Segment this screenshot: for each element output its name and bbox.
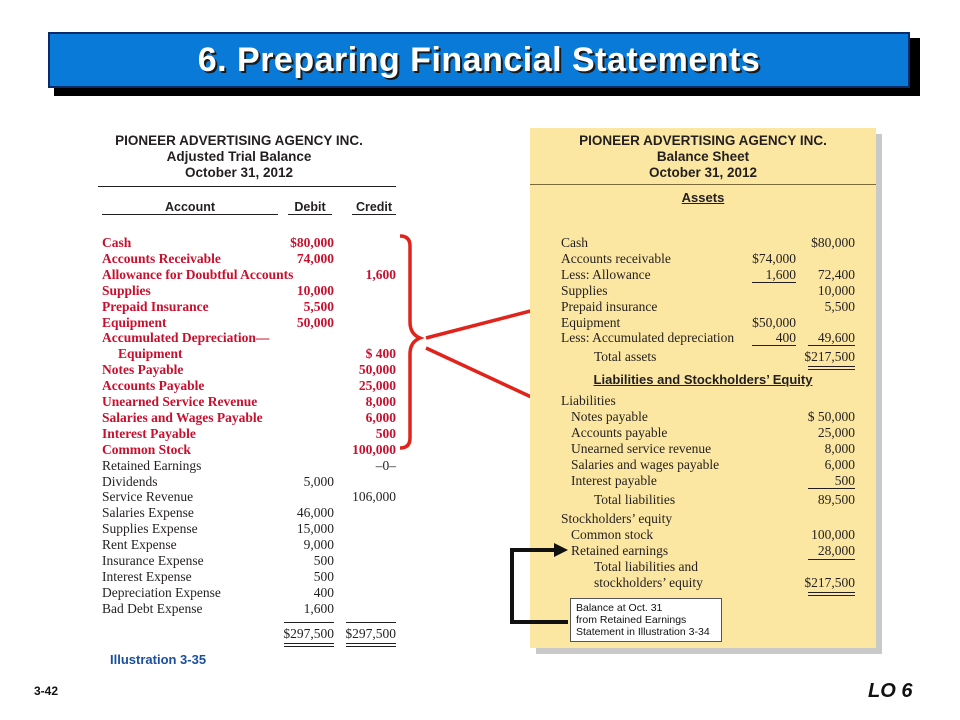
asset-row-label: Less: Allowance (561, 266, 651, 282)
asset-row (0, 283, 900, 299)
equity-row-label: Common stock (571, 527, 654, 542)
liability-row-amount: 500 (834, 472, 855, 488)
liabilities-label-row (0, 393, 900, 409)
liability-row-amount: 6,000 (824, 456, 855, 472)
total-le-double-rule (808, 592, 855, 596)
tb-credit: 106,000 (352, 489, 396, 505)
tb-credit: 100,000 (352, 441, 396, 457)
total-le-row-2 (0, 575, 900, 591)
tb-company: PIONEER ADVERTISING AGENCY INC. (115, 133, 363, 148)
tb-credit: 500 (375, 425, 396, 441)
arrowhead-retained-icon (554, 543, 568, 557)
tb-date: October 31, 2012 (184, 165, 294, 180)
tb-row (0, 378, 400, 394)
total-le-row-1-label: Total liabilities and (594, 559, 699, 574)
tb-credit: 25,000 (358, 378, 396, 394)
tb-account: Depreciation Expense (102, 584, 221, 600)
total-assets-row-label: Total assets (594, 349, 657, 364)
asset-row-amount: 10,000 (817, 282, 855, 298)
asset-row (0, 299, 900, 315)
liability-row-label: Salaries and wages payable (571, 456, 720, 472)
retained-earnings-arrow (500, 538, 570, 626)
tb-debit: 15,000 (296, 521, 334, 537)
tb-total-debit: $297,500 (283, 626, 334, 641)
liability-row (0, 409, 900, 425)
retained-earnings-note (570, 598, 722, 642)
liability-row (0, 425, 900, 441)
illustration-caption: Illustration 3-35 (110, 652, 207, 667)
tb-debit: 500 (313, 568, 334, 584)
equity-row-amount: 100,000 (811, 527, 855, 542)
total-le-row-2-amount: $217,500 (804, 575, 855, 590)
tb-debit: 500 (313, 553, 334, 568)
tb-credit: 6,000 (365, 409, 396, 425)
asset-row-amount: $80,000 (811, 235, 855, 250)
tb-debit: 5,500 (303, 298, 334, 314)
liability-row-amount: $ 50,000 (807, 409, 855, 424)
asset-row-amount: 72,400 (817, 266, 855, 282)
tb-account: Insurance Expense (102, 553, 204, 568)
tb-debit: 400 (313, 584, 334, 600)
tb-credit: 8,000 (365, 394, 396, 409)
col-debit: Debit (288, 200, 332, 215)
tb-account: Salaries and Wages Payable (102, 409, 263, 425)
tb-debit: 10,000 (296, 282, 334, 298)
tb-debit-double-rule (284, 643, 334, 647)
liability-row-label: Unearned service revenue (571, 440, 712, 456)
tb-credit: $ 400 (365, 346, 396, 362)
equity-row (0, 527, 900, 543)
equity-label-row-label: Stockholders’ equity (561, 511, 673, 526)
tb-credit: 50,000 (358, 362, 396, 378)
liabilities-label-row-label: Liabilities (561, 393, 616, 408)
tb-account: Salaries Expense (102, 505, 194, 521)
tb-account: Retained Earnings (102, 457, 202, 473)
learning-objective: LO 6 (868, 680, 913, 702)
asset-row-label: Supplies (561, 282, 608, 298)
liability-row-label: Notes payable (571, 409, 648, 424)
asset-row-inner-amount: $50,000 (752, 314, 796, 330)
equity-row-amount: 28,000 (817, 543, 855, 558)
acc-dep-rule (752, 345, 796, 346)
tb-account: Service Revenue (102, 489, 194, 505)
bs-company: PIONEER ADVERTISING AGENCY INC. (579, 133, 827, 148)
tb-credit-total-rule (346, 622, 396, 623)
liability-row-label: Interest payable (571, 472, 657, 488)
total-assets-double-rule (808, 366, 855, 370)
note-line-2: from Retained Earnings (576, 614, 687, 626)
tb-account: Accounts Payable (102, 378, 205, 394)
total-assets-row-amount: $217,500 (804, 349, 855, 364)
tb-account: Allowance for Doubtful Accounts (102, 266, 294, 282)
tb-debit: 5,000 (303, 473, 334, 489)
tb-account: Equipment (118, 346, 183, 362)
liability-row-label: Accounts payable (571, 424, 668, 440)
title-banner (48, 32, 910, 88)
asset-row-label: Equipment (561, 314, 621, 330)
slide-number: 3-42 (34, 684, 59, 698)
tb-debit: 46,000 (296, 505, 334, 521)
tb-account: Notes Payable (102, 362, 184, 378)
asset-row-label: Cash (561, 235, 588, 250)
assets-heading: Assets (681, 190, 725, 205)
equity-row (0, 543, 900, 559)
tb-debit: $80,000 (290, 235, 334, 250)
tb-account: Common Stock (102, 441, 191, 457)
liabilities-rule (808, 488, 855, 489)
tb-credit-double-rule (346, 643, 396, 647)
tb-account: Cash (102, 235, 132, 250)
bs-header-rule (530, 184, 876, 185)
liabilities-equity-heading: Liabilities and Stockholders’ Equity (593, 372, 813, 387)
slide-title: 6. Preparing Financial Statements (197, 40, 761, 79)
total-liabilities-row (0, 492, 900, 508)
tb-account: Interest Expense (102, 568, 192, 584)
note-line-1: Balance at Oct. 31 (576, 602, 663, 614)
bs-date: October 31, 2012 (648, 165, 758, 180)
tb-account: Supplies Expense (102, 521, 198, 537)
assets-heading-wrap (530, 190, 876, 206)
note-line-3: Statement in Illustration 3-34 (576, 626, 710, 638)
total-liabilities-row-amount: 89,500 (817, 492, 855, 507)
tb-account: Bad Debt Expense (102, 600, 203, 616)
tb-row (0, 601, 400, 617)
asset-row-label: Accounts receivable (561, 250, 671, 266)
liability-row (0, 457, 900, 473)
asset-row-amount: 49,600 (817, 330, 855, 346)
tb-account: Accumulated Depreciation— (102, 330, 270, 346)
tb-debit: 50,000 (296, 314, 334, 330)
asset-row-label: Less: Accumulated depreciation (561, 330, 735, 346)
asset-row (0, 267, 900, 283)
asset-row-amount: 5,500 (824, 298, 855, 314)
tb-debit: 74,000 (296, 250, 334, 266)
tb-credit: –0– (375, 457, 396, 473)
tb-account: Equipment (102, 314, 167, 330)
tb-account: Dividends (102, 473, 158, 489)
tb-statement: Adjusted Trial Balance (166, 149, 312, 164)
total-liabilities-row-label: Total liabilities (594, 492, 676, 507)
col-account: Account (102, 200, 278, 215)
equity-row-label: Retained earnings (571, 543, 669, 558)
total-assets-row (0, 349, 900, 365)
tb-total-credit: $297,500 (345, 626, 396, 641)
tb-debit: 9,000 (303, 537, 334, 553)
tb-account: Rent Expense (102, 537, 177, 553)
liability-row-amount: 8,000 (824, 440, 855, 456)
tb-account: Accounts Receivable (102, 250, 221, 266)
tb-account: Unearned Service Revenue (102, 394, 258, 409)
asset-row (0, 330, 900, 346)
asset-row (0, 235, 900, 251)
asset-row-inner-amount: 1,600 (765, 266, 796, 282)
tb-account: Interest Payable (102, 425, 196, 441)
asset-row-inner-amount: $74,000 (752, 250, 796, 266)
tb-debit: 1,600 (303, 600, 334, 616)
allowance-rule (752, 282, 796, 283)
tb-credit: 1,600 (365, 266, 396, 282)
col-credit: Credit (352, 200, 396, 215)
liability-row (0, 441, 900, 457)
total-le-row-1 (0, 559, 900, 575)
equity-label-row (0, 511, 900, 527)
asset-subtotal-rule (808, 345, 855, 346)
bs-statement: Balance Sheet (656, 149, 750, 164)
liability-row (0, 473, 900, 489)
tb-header-rule (98, 186, 396, 187)
asset-row-label: Prepaid insurance (561, 298, 658, 314)
tb-debit-total-rule (284, 622, 334, 623)
tb-column-headers (98, 200, 396, 218)
liability-row-amount: 25,000 (817, 424, 855, 440)
liabilities-equity-heading-wrap (530, 372, 876, 388)
tb-account: Prepaid Insurance (102, 298, 209, 314)
total-le-row-2-label: stockholders’ equity (594, 575, 703, 590)
asset-row (0, 251, 900, 267)
tb-account: Supplies (102, 282, 151, 298)
asset-row-inner-amount: 400 (775, 330, 796, 346)
asset-row (0, 315, 900, 331)
